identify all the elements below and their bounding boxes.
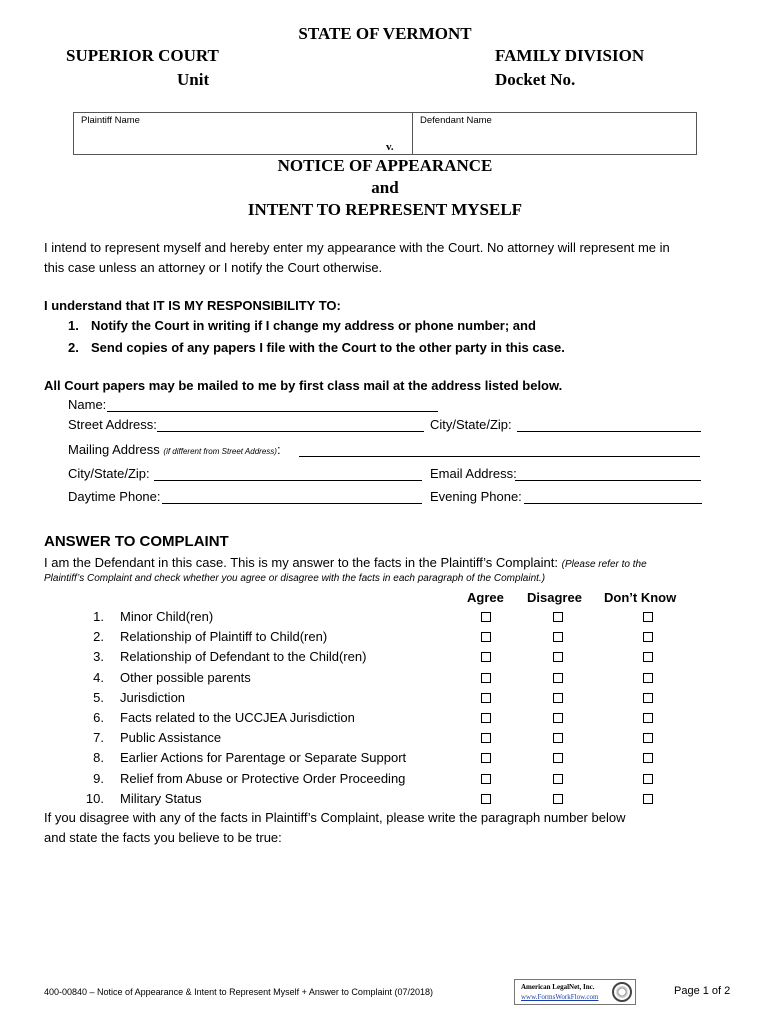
answer-item-number: 9. bbox=[93, 771, 104, 786]
street-address-field[interactable] bbox=[157, 419, 424, 432]
defendant-name-label: Defendant Name bbox=[420, 115, 492, 126]
form-id-footer: 400-00840 – Notice of Appearance & Intent to Represent Myself + Answer to Complaint (07/2018) bbox=[44, 987, 433, 997]
checkbox-agree[interactable] bbox=[481, 632, 491, 642]
checkbox-disagree[interactable] bbox=[553, 693, 563, 703]
column-disagree: Disagree bbox=[527, 590, 582, 605]
intro-line-1: I intend to represent myself and hereby enter my appearance with the Court. No attorney will represent me in bbox=[44, 240, 670, 255]
logo-website-link[interactable]: www.FormsWorkFlow.com bbox=[521, 993, 599, 1001]
checkbox-disagree[interactable] bbox=[553, 794, 563, 804]
party-divider bbox=[412, 113, 413, 155]
answer-intro-line-1 bbox=[44, 555, 647, 570]
logo-company: American LegalNet, Inc. bbox=[521, 983, 595, 991]
checkbox-agree[interactable] bbox=[481, 693, 491, 703]
versus-label: v. bbox=[386, 141, 394, 153]
answer-item-number: 4. bbox=[93, 670, 104, 685]
answer-item-number: 5. bbox=[93, 690, 104, 705]
checkbox-agree[interactable] bbox=[481, 713, 491, 723]
checkbox-dont-know[interactable] bbox=[643, 713, 653, 723]
answer-item-label: Facts related to the UCCJEA Jurisdiction bbox=[120, 710, 355, 725]
city-state-zip-label: City/State/Zip: bbox=[430, 417, 512, 432]
evening-phone-field[interactable] bbox=[524, 491, 702, 504]
responsibility-heading: I understand that IT IS MY RESPONSIBILITY TO: bbox=[44, 298, 341, 313]
intro-line-2: this case unless an attorney or I notify the Court otherwise. bbox=[44, 260, 383, 275]
checkbox-agree[interactable] bbox=[481, 652, 491, 662]
docket-label: Docket No. bbox=[495, 70, 576, 89]
title-line-1: NOTICE OF APPEARANCE bbox=[277, 156, 493, 175]
mailing-city-state-zip-field[interactable] bbox=[154, 468, 422, 481]
street-address-label: Street Address: bbox=[68, 417, 157, 432]
answer-item-label: Relationship of Plaintiff to Child(ren) bbox=[120, 629, 328, 644]
checkbox-disagree[interactable] bbox=[553, 673, 563, 683]
plaintiff-name-field[interactable] bbox=[80, 127, 410, 153]
court-heading: SUPERIOR COURT bbox=[66, 46, 219, 65]
seal-icon bbox=[612, 982, 632, 1002]
mailing-address-label bbox=[68, 442, 281, 457]
responsibility-num-2: 2. bbox=[68, 340, 79, 355]
answer-item-number: 3. bbox=[93, 649, 104, 664]
plaintiff-name-label: Plaintiff Name bbox=[81, 115, 140, 126]
mailing-address-field[interactable] bbox=[299, 444, 700, 457]
checkbox-dont-know[interactable] bbox=[643, 673, 653, 683]
city-state-zip-field[interactable] bbox=[517, 419, 701, 432]
answer-item-label: Other possible parents bbox=[120, 670, 251, 685]
answer-heading: ANSWER TO COMPLAINT bbox=[44, 533, 229, 550]
responsibility-item-2: Send copies of any papers I file with the Court to the other party in this case. bbox=[91, 340, 565, 355]
checkbox-agree[interactable] bbox=[481, 774, 491, 784]
answer-item-label: Relief from Abuse or Protective Order Proceeding bbox=[120, 771, 406, 786]
title-line-3: INTENT TO REPRESENT MYSELF bbox=[247, 200, 523, 219]
evening-phone-label: Evening Phone: bbox=[430, 489, 522, 504]
american-legalnet-logo bbox=[514, 979, 636, 1005]
responsibility-num-1: 1. bbox=[68, 318, 79, 333]
checkbox-agree[interactable] bbox=[481, 733, 491, 743]
mailing-address-text: Mailing Address bbox=[68, 442, 160, 457]
answer-intro-text: I am the Defendant in this case. This is my answer to the facts in the Plaintiff’s Complaint: bbox=[44, 555, 558, 570]
answer-intro-note-2: Plaintiff’s Complaint and check whether you agree or disagree with the facts in each paragraph of the Complaint.) bbox=[44, 573, 546, 584]
checkbox-agree[interactable] bbox=[481, 612, 491, 622]
column-dont-know: Don’t Know bbox=[604, 590, 677, 605]
checkbox-dont-know[interactable] bbox=[643, 753, 653, 763]
checkbox-agree[interactable] bbox=[481, 753, 491, 763]
answer-item-number: 2. bbox=[93, 629, 104, 644]
title-line-2: and bbox=[371, 178, 399, 197]
checkbox-dont-know[interactable] bbox=[643, 652, 653, 662]
answer-item-number: 10. bbox=[85, 791, 104, 806]
daytime-phone-field[interactable] bbox=[162, 491, 422, 504]
answer-item-label: Earlier Actions for Parentage or Separate Support bbox=[120, 750, 407, 765]
checkbox-dont-know[interactable] bbox=[643, 632, 653, 642]
name-field[interactable] bbox=[107, 399, 438, 412]
unit-label: Unit bbox=[177, 70, 210, 89]
disagree-instructions-line-1: If you disagree with any of the facts in Plaintiff’s Complaint, please write the paragraph number below bbox=[44, 810, 626, 825]
checkbox-dont-know[interactable] bbox=[643, 693, 653, 703]
checkbox-dont-know[interactable] bbox=[643, 794, 653, 804]
division-heading: FAMILY DIVISION bbox=[495, 46, 645, 65]
answer-item-label: Minor Child(ren) bbox=[120, 609, 214, 624]
contact-heading: All Court papers may be mailed to me by first class mail at the address listed below. bbox=[44, 378, 563, 393]
email-address-label: Email Address: bbox=[430, 466, 517, 481]
checkbox-disagree[interactable] bbox=[553, 713, 563, 723]
checkbox-disagree[interactable] bbox=[553, 733, 563, 743]
daytime-phone-label: Daytime Phone: bbox=[68, 489, 161, 504]
disagree-facts-area[interactable] bbox=[44, 852, 704, 962]
answer-item-number: 8. bbox=[93, 750, 104, 765]
checkbox-disagree[interactable] bbox=[553, 612, 563, 622]
checkbox-disagree[interactable] bbox=[553, 652, 563, 662]
checkbox-disagree[interactable] bbox=[553, 774, 563, 784]
checkbox-disagree[interactable] bbox=[553, 753, 563, 763]
state-heading: STATE OF VERMONT bbox=[298, 24, 472, 43]
mailing-address-colon: : bbox=[276, 442, 281, 457]
checkbox-dont-know[interactable] bbox=[643, 774, 653, 784]
page-number: Page 1 of 2 bbox=[674, 985, 731, 997]
answer-item-number: 7. bbox=[93, 730, 104, 745]
answer-item-label: Public Assistance bbox=[120, 730, 222, 745]
checkbox-agree[interactable] bbox=[481, 794, 491, 804]
answer-item-label: Military Status bbox=[120, 791, 202, 806]
responsibility-item-1: Notify the Court in writing if I change my address or phone number; and bbox=[91, 318, 536, 333]
email-address-field[interactable] bbox=[515, 468, 701, 481]
name-label: Name: bbox=[68, 397, 107, 412]
checkbox-agree[interactable] bbox=[481, 673, 491, 683]
answer-item-label: Relationship of Defendant to the Child(ren) bbox=[120, 649, 367, 664]
column-agree: Agree bbox=[467, 590, 504, 605]
mailing-city-state-zip-label: City/State/Zip: bbox=[68, 466, 150, 481]
checkbox-disagree[interactable] bbox=[553, 632, 563, 642]
mailing-address-note: (if different from Street Address) bbox=[163, 447, 277, 456]
answer-item-label: Jurisdiction bbox=[120, 690, 186, 705]
disagree-instructions-line-2: and state the facts you believe to be true: bbox=[44, 830, 282, 845]
answer-item-number: 6. bbox=[93, 710, 104, 725]
checkbox-dont-know[interactable] bbox=[643, 733, 653, 743]
defendant-name-field[interactable] bbox=[418, 127, 693, 153]
checkbox-dont-know[interactable] bbox=[643, 612, 653, 622]
answer-intro-note-1: (Please refer to the bbox=[561, 559, 647, 570]
answer-item-number: 1. bbox=[93, 609, 104, 624]
